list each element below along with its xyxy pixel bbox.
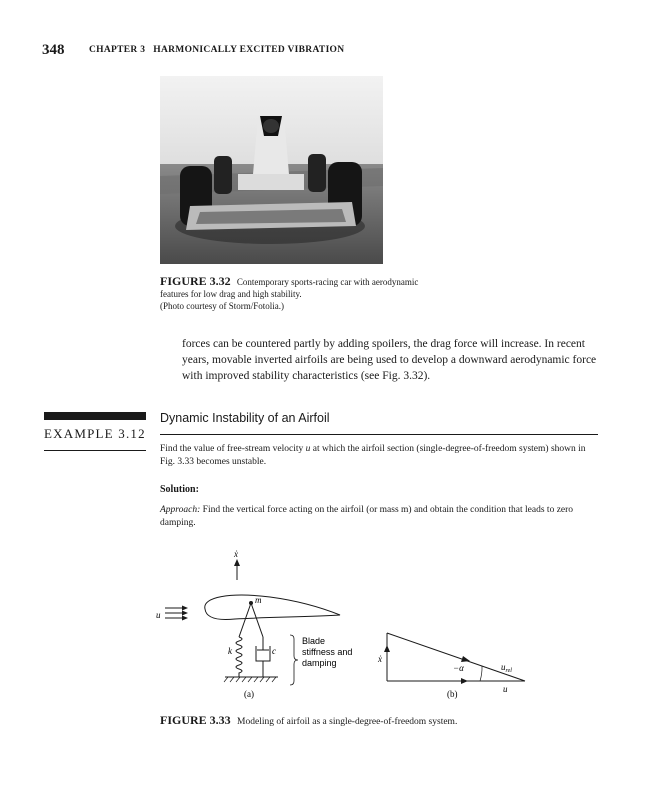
k-label: k — [228, 646, 232, 656]
example-statement: Find the value of free-stream velocity u at which the airfoil section (single-degree-of-freedom system) shown in Fig. 3.33 becomes unstable. — [160, 444, 586, 467]
approach-text: Find the vertical force acting on the airfoil (or mass m) and obtain the condition that leads to zero damping. — [160, 505, 574, 528]
caption-text: Contemporary sports-racing car with aerodynamic features for low drag and high stability. — [160, 277, 419, 299]
panel-b — [377, 633, 525, 699]
c-label: c — [272, 646, 276, 656]
example-title: Dynamic Instability of an Airfoil — [160, 411, 330, 425]
m-label: m — [255, 595, 262, 605]
brace — [290, 635, 298, 685]
xdot-label: ẋ — [234, 549, 238, 559]
example-rule — [160, 434, 598, 435]
blade-line-1: Blade — [302, 636, 326, 646]
triangle-hypotenuse — [387, 633, 525, 681]
spring — [236, 637, 242, 677]
u-b-label: u — [503, 684, 508, 694]
panel-a — [156, 549, 352, 699]
link-right — [251, 603, 263, 637]
airfoil-shape — [205, 595, 340, 619]
solution-label: Solution: — [160, 484, 199, 495]
ground-hatch — [224, 677, 276, 682]
xdot-b-label: ẋ — [378, 654, 382, 664]
example-label: EXAMPLE 3.12 — [44, 426, 146, 441]
alpha-label: −α — [453, 663, 464, 673]
subfigure-a-label: (a) — [244, 689, 254, 699]
blade-line-2: stiffness and — [302, 647, 353, 657]
example-bar — [44, 412, 146, 420]
urel-label: $u_{rel}$ — [501, 662, 512, 674]
alpha-arc — [480, 666, 482, 681]
u-label: u — [156, 610, 161, 620]
airfoil-diagram — [150, 545, 540, 705]
figure-label: FIGURE 3.33 — [160, 713, 231, 727]
photo-credit: (Photo courtesy of Storm/Fotolia.) — [160, 301, 284, 311]
subfigure-b-label: (b) — [447, 689, 458, 699]
figure-3-32-caption — [160, 275, 430, 312]
figure-label: FIGURE 3.32 — [160, 274, 231, 288]
running-title: CHAPTER 3 HARMONICALLY EXCITED VIBRATION — [89, 45, 345, 55]
figure-3-33-caption — [160, 713, 457, 728]
race-car-photo — [160, 76, 383, 264]
page-number: 348 — [42, 42, 65, 58]
link-left — [239, 603, 251, 637]
example-underline — [44, 450, 146, 451]
xdot-arrowhead — [234, 559, 240, 566]
approach-label: Approach: — [160, 505, 201, 515]
approach-paragraph — [160, 504, 600, 530]
body-paragraph: forces can be countered partly by adding spoilers, the drag force will increase. In recent years, movable inverted airfoils are being used to develop a downward aerodynamic force with improved stability characteristics (see Fig. 3.32). — [182, 338, 597, 382]
blade-line-3: damping — [302, 658, 337, 668]
caption-text: Modeling of airfoil as a single-degree-of-freedom system. — [237, 717, 458, 727]
